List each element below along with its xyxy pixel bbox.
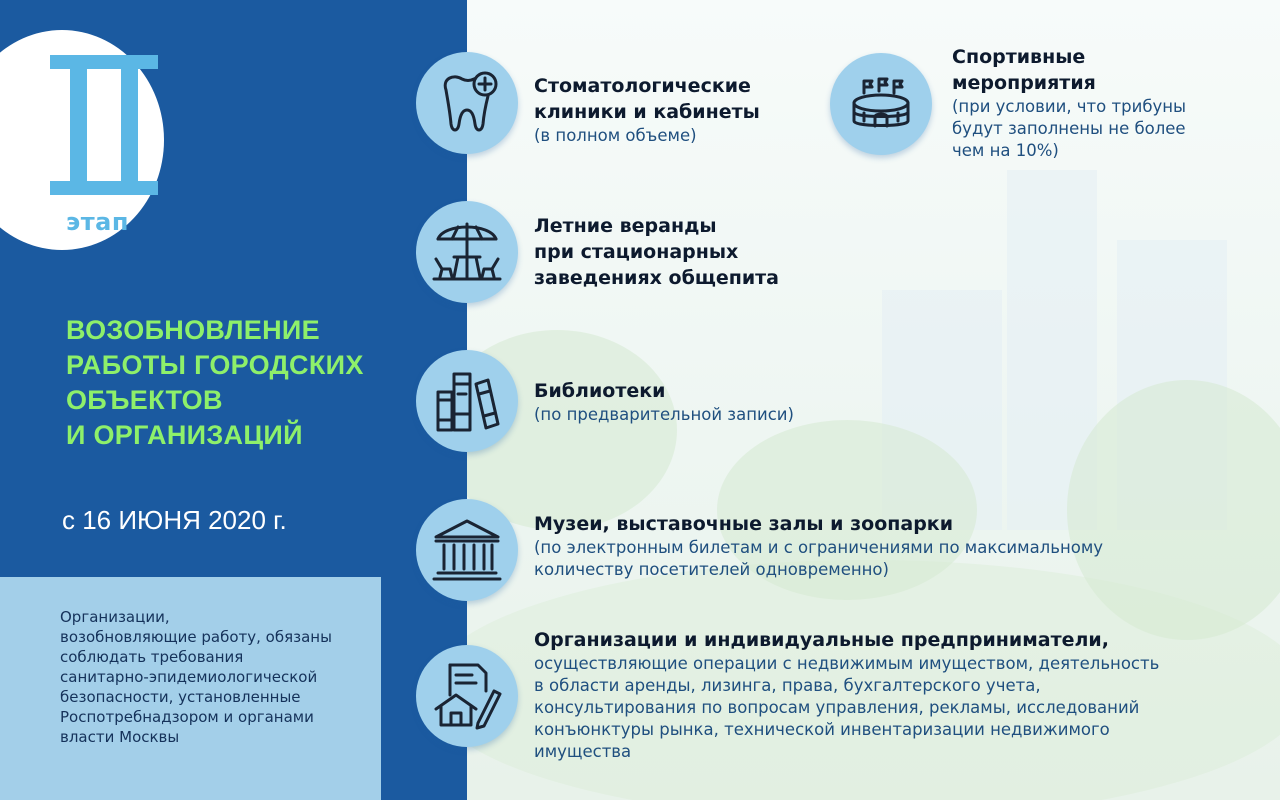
notice-box: [0, 577, 381, 800]
museum-icon: [416, 499, 518, 601]
item-libraries-title: Библиотеки: [534, 380, 666, 402]
item-sports-note: (при условии, что трибуны будут заполнены не более чем на 10%): [952, 97, 1187, 160]
item-realty-note: осуществляющие операции с недвижимым имуществом, деятельность в области аренды, лизинга, права, бухгалтерского учета, консультирования по вопросам управления, рекламы, исследований конъюнктуры рынка, технической инвентаризации недвижимого имущества: [534, 654, 1160, 761]
stage-label: этап: [66, 208, 129, 236]
item-verandas: [534, 213, 779, 291]
page-title: ВОЗОБНОВЛЕНИЕ РАБОТЫ ГОРОДСКИХ ОБЪЕКТОВ И ОРГАНИЗАЦИЙ: [66, 315, 364, 450]
left-panel: [0, 0, 467, 800]
item-museums: [534, 511, 1103, 581]
item-museums-note: (по электронным билетам и с ограничениями по максимальному количеству посетителей одновременно): [534, 538, 1104, 579]
item-libraries-note: (по предварительной записи): [534, 405, 794, 424]
roman-numeral-two: [50, 55, 158, 195]
item-dental: [534, 73, 760, 147]
item-realty: [534, 627, 1159, 763]
item-dental-title: Стоматологические клиники и кабинеты: [534, 75, 760, 123]
item-libraries: [534, 378, 794, 426]
item-sports-title: Спортивные мероприятия: [952, 46, 1096, 94]
item-realty-title: Организации и индивидуальные предприниматели,: [534, 629, 1109, 651]
stadium-icon: [830, 53, 932, 155]
item-sports: [952, 44, 1186, 162]
item-museums-title: Музеи, выставочные залы и зоопарки: [534, 513, 954, 535]
item-dental-note: (в полном объеме): [534, 126, 697, 145]
notice-text: Организации, возобновляющие работу, обязаны соблюдать требования санитарно-эпидемиологической безопасности, установленные Роспотребнадзором и органами власти Москвы: [60, 608, 332, 746]
books-icon: [416, 350, 518, 452]
start-date: с 16 ИЮНЯ 2020 г.: [62, 505, 287, 535]
item-verandas-title: Летние веранды при стационарных заведениях общепита: [534, 215, 779, 289]
tooth-plus-icon: [416, 52, 518, 154]
house-document-icon: [416, 645, 518, 747]
umbrella-table-icon: [416, 201, 518, 303]
